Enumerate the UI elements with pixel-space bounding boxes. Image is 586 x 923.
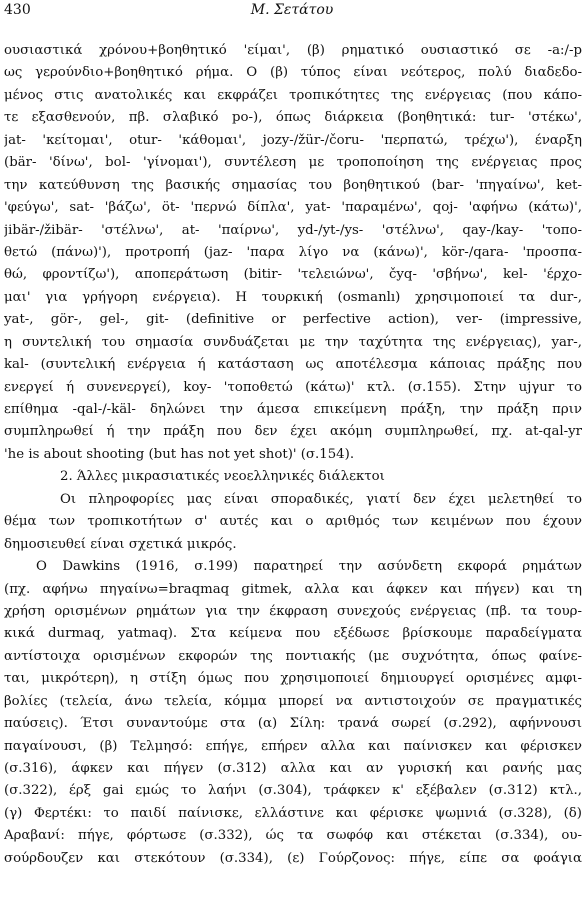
text-line: κικά durmaq, yatmaq). Στα κείμενα που εξέδωσε βρίσκουμε παραδείγματα: [4, 626, 582, 642]
text-line: την κατεύθυνση της βασικής σημασίας του βοηθητικού (bar- 'πηγαίνω', ket-: [4, 177, 582, 193]
text-line: ται, μικρότερη), η στίξη όμως που χρησιμοποιεί δημιουργεί ορισμένες αμφι-: [4, 671, 582, 687]
body-text: [4, 40, 582, 870]
section-heading: 2. Άλλες μικρασιατικές νεοελληνικές διάλεκτοι: [60, 469, 385, 485]
text-line: (σ.316), άφκεν και πήγεν (σ.312) αλλα και αν γυρισκή και ρανής μας: [4, 761, 582, 776]
text-line: Αραβανί: πήγε, φόρτωσε (σ.332), ώς τα σωφόφ και στέκεται (σ.334), ου-: [4, 828, 582, 844]
text-line: θετώ (πάνω)'), προτροπή (jaz- 'παρα λίγο να (κάνω)', kör-/qara- 'προσπα-: [4, 244, 582, 260]
text-line: (σ.322), έρξ gai εμώς το λαήνι (σ.304), τράφκεν κ' εξέβαλεν (σ.312) κτλ.,: [4, 783, 582, 799]
text-line: βολίες (τελεία, άνω τελεία, κόμμα μπορεί να αντιστοιχούν σε πραγματικές: [4, 693, 582, 709]
page-header: [4, 2, 580, 24]
text-line: yat-, gör-, gel-, git- (definitive or perfective action), ver- (impressive,: [4, 312, 582, 328]
text-line: (γ) Φερτέκι: το παιδί παίνισκε, ελλάστινε και φέρισκε ψωμνιά (σ.328), (δ): [4, 805, 582, 821]
text-line: ως γερούνδιο+βοηθητικό ρήμα. Ο (β) τύπος είναι νεότερος, πολύ διαδεδο-: [4, 65, 582, 81]
text-line: (πχ. αφήνω πηγαίνω=braqmaq gitmek, αλλα και άφκεν και πήγεν) και τη: [4, 581, 582, 597]
text-line: σούρδουζεν και στεκότουν (σ.334), (ε) Γούρζονος: πήγε, είπε σα φοάγια: [4, 850, 582, 866]
text-line: χρήση ορισμένων ρημάτων για την έκφραση συνεχούς ενέργειας (πβ. τα τουρ-: [4, 603, 582, 619]
text-line: παύσεις). Έτσι συναντούμε στα (α) Σίλη: τρανά σωρεί (σ.292), αφήννουσι: [4, 716, 582, 732]
text-line: jibär-/žibär- 'στέλνω', at- 'παίρνω', yd-/yt-/ys- 'στέλνω', qay-/kay- 'τοπο-: [4, 222, 582, 238]
text-line: jat- 'κείτομαι', otur- 'κάθομαι', jozy-/žür-/čoru- 'περπατώ, τρέχω'), έναρξη: [4, 132, 582, 148]
text-line: συμπληρωθεί ή την πράξη που δεν έχει ακόμη συμπληρωθεί, πχ. at-qal-yr: [4, 424, 582, 440]
text-line: θώ, φροντίζω'), αποπεράτωση (bitir- 'τελειώνω', čyq- 'σβήνω', kel- 'έρχο-: [4, 267, 582, 283]
text-line: παγαίνουσι, (β) Τελμησό: επήγε, επήρεν αλλα και παίνισκεν και φέρισκεν: [4, 738, 582, 754]
text-line: (bär- 'δίνω', bol- 'γίνομαι'), συντέλεση με τροποποίηση της ενέργειας προς: [4, 155, 582, 171]
text-line: επίθημα -qal-/-käl- δηλώνει την άμεσα επικείμενη πράξη, την πράξη πριν: [4, 402, 582, 417]
text-line: 'he is about shooting (but has not yet shot)' (σ.154).: [4, 446, 355, 462]
text-line: μαι' για γρήγορη ενέργεια). Η τουρκική (osmanlı) χρησιμοποιεί τα dur-,: [4, 289, 582, 305]
paragraph-first-line: Οι πληροφορίες μας είναι σποραδικές, γιατί δεν έχει μελετηθεί το: [60, 491, 582, 507]
text-line: η συντελική του σημασία συνδυάζεται με την ταχύτητα της ενέργειας), yar-,: [4, 334, 582, 350]
running-head: Μ. Σετάτου: [250, 2, 334, 18]
text-line: δημοσιευθεί είναι σχετικά μικρός.: [4, 536, 237, 552]
text-line: 'φεύγω', sat- 'βάζω', öt- 'περνώ δίπλα', yat- 'παραμένω', qoj- 'αφήνω (κάτω)',: [4, 200, 582, 216]
text-line: θέμα των τροπικοτήτων σ' αυτές και ο αριθμός των κειμένων που έχουν: [4, 514, 582, 530]
page-number: 430: [4, 2, 31, 18]
text-line: τε εξασθενούν, πβ. σλαβικό po-), όπως διάρκεια (βοηθητικά: tur- 'στέκω',: [4, 110, 582, 126]
text-line: αντίστοιχα ορισμένων εκφορών της ποντιακής (με συχνότητα, όπως φαίνε-: [4, 648, 582, 664]
text-line: ενεργεί ή συνενεργεί), koy- 'τοποθετώ (κάτω)' κτλ. (σ.155). Στην ujγur το: [4, 379, 582, 395]
paragraph-first-line: Ο Dawkins (1916, σ.199) παρατηρεί την ασύνδετη εκφορά ρημάτων: [36, 559, 582, 575]
text-line: μένος στις ανατολικές και εκφράζει τροπικότητες της ενέργειας (που κάπο-: [4, 87, 582, 103]
text-line: ουσιαστικά χρόνου+βοηθητικό 'είμαι', (β) ρηματικό ουσιαστικό σε -a:/-p: [4, 43, 582, 58]
text-line: kal- (συντελική ενέργεια ή κατάσταση ως αποτέλεσμα κάποιας πράξης που: [4, 357, 582, 373]
